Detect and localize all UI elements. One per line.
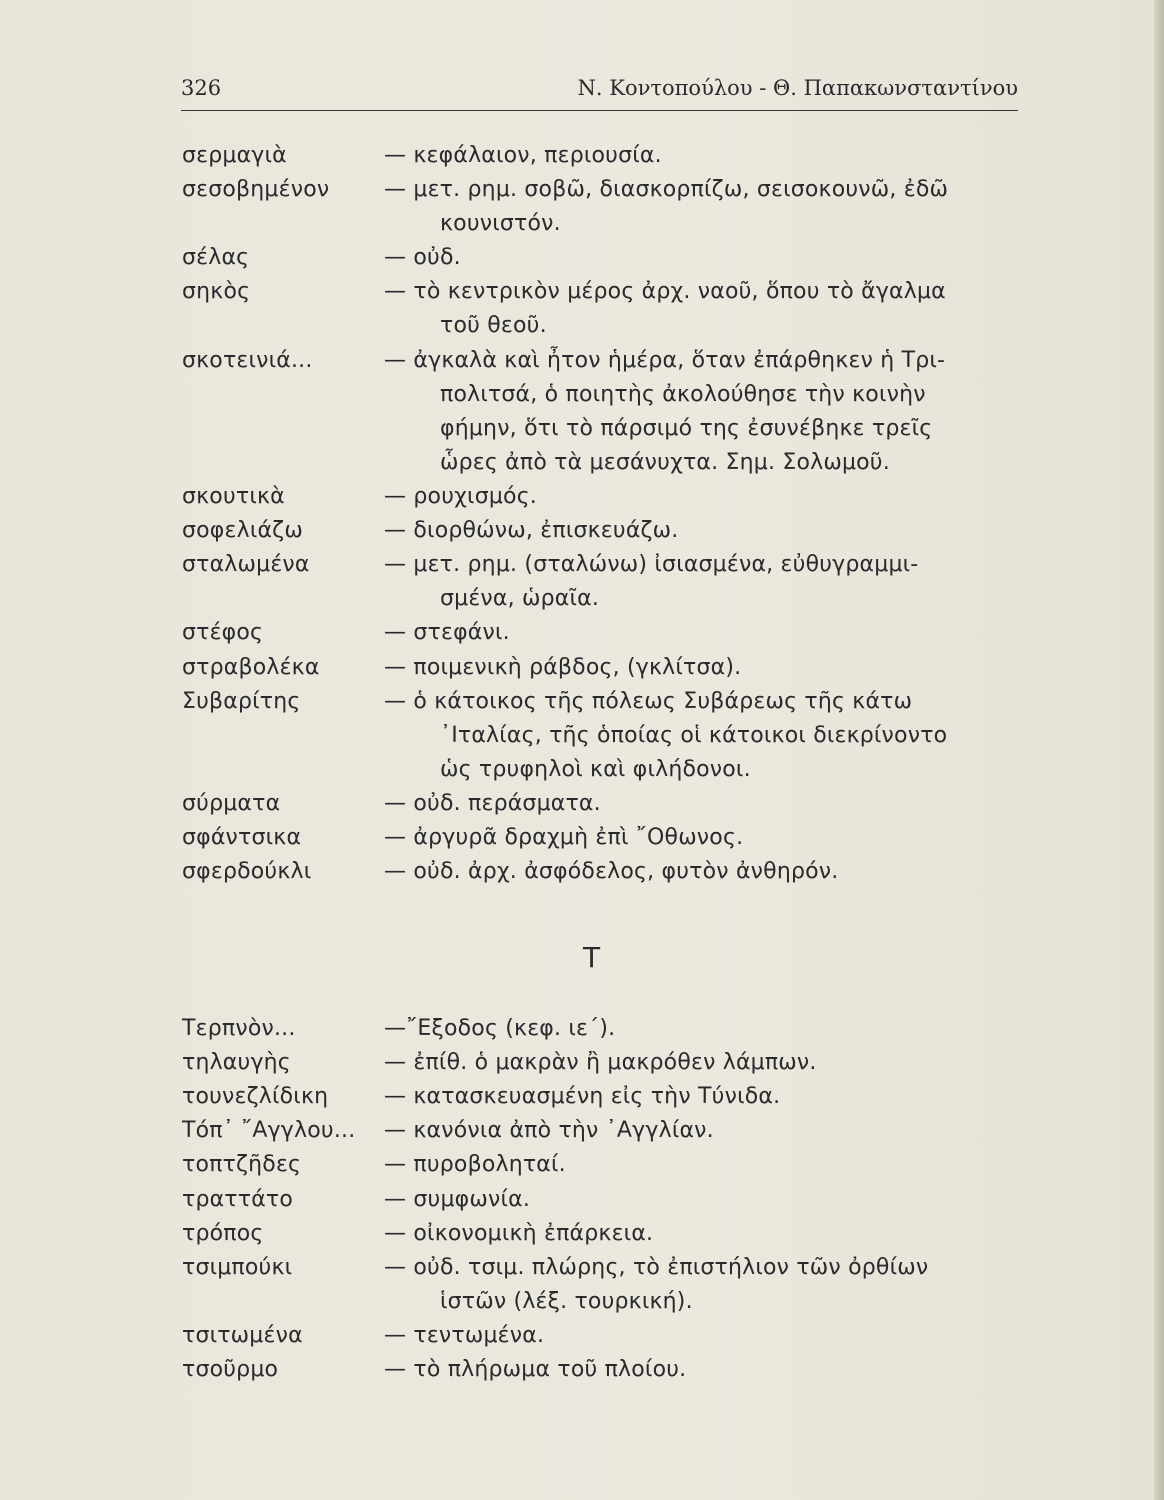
entry-term: τραττάτο [182,1186,294,1212]
definition-line: — οἰκονομικὴ ἐπάρκεια. [384,1220,654,1246]
definition-line: — ρουχισμός. [384,484,538,509]
entry-definition [384,616,1024,650]
definition-line: — οὐδ. τσιμ. πλώρης, τὸ ἐπιστήλιον τῶν ὀρθίων [384,1254,929,1280]
definition-line: — οὐδ. ἀρχ. ἀσφόδελος, φυτὸν ἀνθηρόν. [384,859,839,885]
entry-term: τσιμπούκι [182,1254,293,1280]
definition-line: κουνιστόν. [440,211,561,237]
definition-line: — ποιμενικὴ ράβδος, (γκλίτσα). [384,654,742,680]
entry-term: Συβαρίτης [182,688,301,714]
entry-term: σερμαγιὰ [182,143,287,168]
entry-term: σύρματα [182,790,281,816]
definition-line: — οὐδ. [384,245,461,271]
definition-line: — κεφάλαιον, περιουσία. [384,143,662,168]
definition-line: — τεντωμένα. [384,1322,545,1348]
entry-term: σφάντσικα [182,825,302,850]
definition-line: — στεφάνι. [384,620,510,646]
definition-line: ὧρες ἀπὸ τὰ μεσάνυχτα. Σημ. Σολωμοῦ. [440,449,890,475]
definition-line: — συμφωνία. [384,1186,531,1212]
definition-line: — διορθώνω, ἐπισκευάζω. [384,518,679,544]
entry-term: σηκὸς [182,279,251,305]
entry-term: σεσοβημένον [182,177,330,203]
definition-line: ᾿Ιταλίας, τῆς ὁποίας οἱ κάτοικοι διεκρίνοντο [440,722,948,748]
definition-line: ἱστῶν (λέξ. τουρκική). [440,1288,693,1314]
definition-line: — μετ. ρημ. σοβῶ, διασκορπίζω, σεισοκουνῶ, ἐδῶ [384,177,949,203]
definition-line: —῎Εξοδος (κεφ. ιε΄). [384,1016,616,1041]
entry-term: στέφος [182,620,264,646]
entry-term: Τόπ᾿ ῎Αγγλου... [182,1118,356,1144]
definition-line: πολιτσά, ὁ ποιητὴς ἀκολούθησε τὴν κοινὴν [440,381,926,407]
definition-line: — κανόνια ἀπὸ τὴν ᾿Αγγλίαν. [384,1118,714,1144]
definition-line: — ἐπίθ. ὁ μακρὰν ἢ μακρόθεν λάμπων. [384,1050,817,1076]
definition-line: ὡς τρυφηλοὶ καὶ φιλήδονοι. [440,756,751,782]
entry-definition [384,1046,1024,1080]
definition-line: — μετ. ρημ. (σταλώνω) ἰσιασμένα, εὐθυγραμμι- [384,552,919,578]
entry-definition [384,514,1024,548]
entry-term: σοφελιάζω [182,518,303,544]
running-head: Ν. Κοντοπούλου - Θ. Παπακωνσταντίνου [577,76,1018,100]
definition-line: — κατασκευασμένη εἰς τὴν Τύνιδα. [384,1084,781,1110]
entry-term: τουνεζλίδικη [182,1084,329,1110]
page-number: 326 [181,76,222,100]
entry-definition [384,139,1024,173]
entry-term: Τερπνὸν... [182,1016,296,1041]
definition-line: σμένα, ὡραῖα. [440,586,600,612]
entry-definition [384,855,1024,889]
entry-definition [384,344,1024,480]
entry-definition [384,821,1024,855]
entry-definition [384,241,1024,275]
entry-term: τοπτζῆδες [182,1152,302,1178]
entry-definition [384,1353,1024,1387]
entry-definition [384,1148,1024,1182]
section-letter: Τ [583,941,601,974]
definition-line: — ἀγκαλὰ καὶ ἦτον ἡμέρα, ὅταν ἐπάρθηκεν ἡ Τρι- [384,347,946,373]
entry-definition [384,1319,1024,1353]
entry-term: τηλαυγὴς [182,1050,291,1076]
entry-term: σκουτικὰ [182,484,285,509]
entry-term: τρόπος [182,1220,264,1246]
entry-definition [384,548,1024,616]
entry-term: τσιτωμένα [182,1322,303,1348]
entry-definition [384,480,1024,514]
entry-definition [384,1012,1024,1046]
entry-definition [384,1183,1024,1217]
entry-definition [384,1217,1024,1251]
entry-term: σέλας [182,245,250,271]
definition-line: — πυροβοληταί. [384,1152,566,1178]
definition-line: — οὐδ. περάσματα. [384,790,601,816]
entry-term: σκοτεινιά... [182,347,313,373]
entry-term: τσοῦρμο [182,1357,279,1382]
entry-definition [384,787,1024,821]
definition-line: — τὸ πλήρωμα τοῦ πλοίου. [384,1357,687,1382]
definition-line: — ἀργυρᾶ δραχμὴ ἐπὶ ῎Οθωνος. [384,825,744,850]
page-header [181,76,1018,111]
definition-line: τοῦ θεοῦ. [440,313,547,339]
entry-definition [384,651,1024,685]
entry-term: σφερδούκλι [182,859,312,885]
entry-definition [384,173,1024,241]
definition-line: — ὁ κάτοικος τῆς πόλεως Συβάρεως τῆς κάτω [384,688,913,714]
entry-definition [384,1251,1024,1319]
definition-line: φήμην, ὅτι τὸ πάρσιμό της ἐσυνέβηκε τρεῖς [440,415,933,441]
entry-definition [384,1080,1024,1114]
entry-definition [384,1114,1024,1148]
entry-term: στραβολέκα [182,654,320,680]
entry-term: σταλωμένα [182,552,310,578]
entry-definition [384,685,1024,787]
entry-definition [384,275,1024,343]
definition-line: — τὸ κεντρικὸν μέρος ἀρχ. ναοῦ, ὅπου τὸ ἄγαλμα [384,279,946,305]
